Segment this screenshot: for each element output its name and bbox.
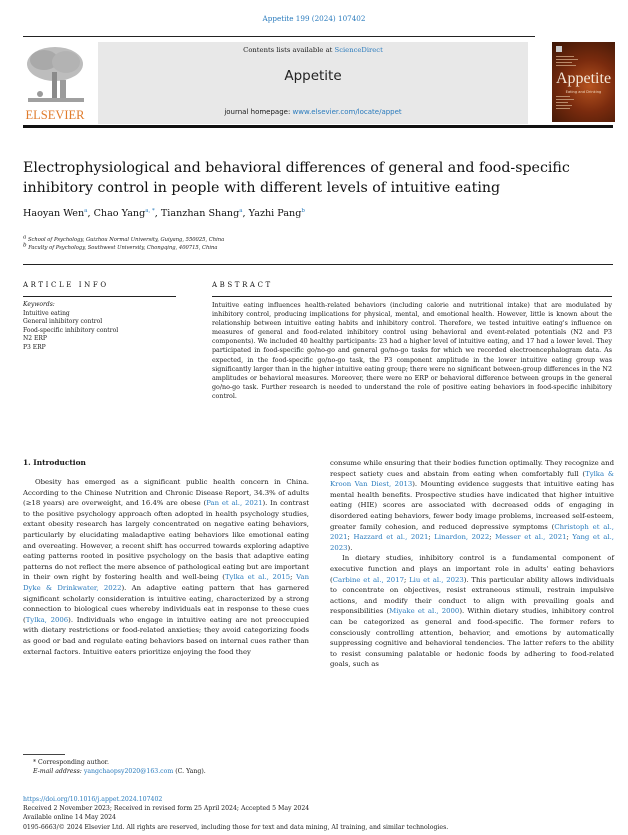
- keywords-list: [23, 301, 118, 353]
- journal-cover-image[interactable]: [552, 42, 615, 122]
- citation-link[interactable]: Christoph et al., 2021: [330, 522, 614, 542]
- cover-title: Appetite: [555, 70, 612, 87]
- text-run: ). Individuals who engage in intuitive eating are not preoccupied with dietary restrictions or food-related anxieties; they avoid categorizing foods as good or bad and regulate eating behaviors based on internal cues rather than external factors. Intuitive eaters prioritize enjoying the food they: [23, 615, 309, 656]
- citation-link[interactable]: Liu et al., 2023: [409, 575, 464, 584]
- citation-link[interactable]: Yang et al., 2023: [330, 533, 614, 552]
- keywords-label: Keywords:: [23, 301, 55, 308]
- abstract-text: Intuitive eating influences health-related behaviors (including calorie and nutritional intake) that are modulated by inhibitory control, producing implications for physical, mental, and emotional health. However, little is known about the relationship between intuitive eating habits and inhibitory control. Therefore, we tested intuitive eating's influence on measures of general and food-related inhibitory control using behavioral and event-related potentials (N2 and P3 components). We included 40 healthy participants: 23 had a higher level of intuitive eating, and 17 had a lower level. They participated in food-specific go/no-go and general go/no-go tasks for which we recorded electroencephalogram data. As expected, in the food-specific go/no-go task, the P3 component amplitude in the lower intuitive eating group was significantly larger than in the higher intuitive eating group; there were no significant between-group differences in the N2 amplitudes or behavioral measures. Moreover, there were no ERP or behavioral difference between groups in the general go/no-go task. Further research is needed to understand the role of positive eating behaviors in food-specific inhibitory control.: [212, 302, 612, 400]
- publication-info: [23, 795, 448, 832]
- elsevier-wordmark: ELSEVIER: [25, 108, 85, 122]
- homepage-link[interactable]: www.elsevier.com/locate/appet: [292, 108, 402, 116]
- text-run: ). This particular ability allows individuals to concentrate on objectives, resist extraneous stimuli, restrain impulsive actions, and modify their conduct to align with prevailing goals and responsibilities (: [330, 575, 615, 616]
- citation-link[interactable]: Linardon, 2022: [434, 533, 490, 542]
- email-label: E-mail address:: [33, 768, 84, 775]
- citation-link[interactable]: Pan et al., 2021: [206, 499, 263, 508]
- keyword: Intuitive eating: [23, 309, 70, 317]
- paragraph: [330, 553, 614, 670]
- footnote-divider: [23, 754, 65, 755]
- citation-link[interactable]: Tylka & Kroon Van Diest, 2013: [330, 469, 614, 489]
- abstract-heading: ABSTRACT: [212, 281, 273, 289]
- citation-link[interactable]: Tylka et al., 2015: [224, 573, 291, 582]
- affiliation: $^b$ Faculty of Psychology, Southwest University, Chongqing, 400715, China: [23, 242, 218, 251]
- journal-name: Appetite: [284, 68, 342, 84]
- keyword: Food-specific inhibitory control: [23, 326, 119, 334]
- header-divider: [23, 125, 613, 128]
- citation-link[interactable]: Tylka, 2006: [25, 615, 69, 624]
- contents-line: [98, 46, 528, 54]
- article-history: Received 2 November 2023; Received in revised form 25 April 2024; Accepted 5 May 2024: [23, 805, 310, 813]
- text-run: ). Within dietary studies, inhibitory control can be categorized as general and food-specific. The former refers to consciously controlling attention, behavior, and emotions by automatically suppressing cognitive and behavioral tendencies. The latter refers to the ability to resist consuming palatable or hedonic foods by adhering to food-related goals, such as: [330, 607, 614, 669]
- homepage-prefix: journal homepage:: [224, 108, 293, 116]
- text-run: ;: [566, 533, 573, 542]
- text-run: ;: [428, 533, 435, 542]
- cover-subtitle: Eating and Drinking: [565, 90, 602, 94]
- copyright: 0195-6663/© 2024 Elsevier Ltd. All rights are reserved, including those for text and data mining, AI training, and similar technologies.: [23, 823, 449, 831]
- affiliation: $^a$ School of Psychology, Guizhou Normal University, Guiyang, 550025, China: [23, 234, 225, 243]
- article-info-divider: [23, 296, 176, 297]
- author[interactable]: Chao Yang$^{a, *}$: [93, 207, 155, 219]
- cover-logo-icon: [556, 46, 562, 52]
- body-column-left: [23, 477, 309, 657]
- text-run: ). Mounting evidence suggests that intuitive eating has mental health benefits. Prospective studies have indicated that higher intuitive eating (HIE) scores are associated with decreased odds of engaging in disordered eating behaviors, fewer body image problems, increased self-esteem, greater family cohesion, and reduced depressive symptoms (: [330, 480, 614, 531]
- citation-link[interactable]: Miyake et al., 2000: [389, 607, 460, 616]
- author-list: Haoyan Wen$^a$, Chao Yang$^{a, *}$, Tianzhan Shang$^a$, Yazhi Pang$^b$: [23, 207, 305, 219]
- affiliations: [23, 236, 224, 252]
- text-run: ;: [290, 573, 297, 582]
- text-run: ;: [403, 575, 410, 584]
- keyword: General inhibitory control: [23, 318, 103, 326]
- email-link[interactable]: yangchaopsy2020@163.com: [83, 768, 174, 775]
- elsevier-logo[interactable]: [20, 42, 90, 124]
- citation-link[interactable]: Carbine et al., 2017: [332, 575, 404, 584]
- text-run: consume while ensuring that their bodies function optimally. They recognize and respect satiety cues and abstain from eating when comfortably full (: [330, 459, 614, 478]
- sciencedirect-link[interactable]: ScienceDirect: [334, 46, 383, 54]
- elsevier-tree-icon: [24, 44, 86, 106]
- citation-link[interactable]: Van Dyke & Drinkwater, 2022: [23, 573, 310, 592]
- author[interactable]: Yazhi Pang$^b$: [248, 207, 305, 219]
- email-note: E-mail address: yangchaopsy2020@163.com (C. Yang).: [33, 768, 206, 775]
- author[interactable]: Tianzhan Shang$^a$: [160, 207, 243, 219]
- text-run: In dietary studies, inhibitory control is a fundamental component of executive function and plays an important role in adults' eating behaviors (: [330, 554, 614, 584]
- citation-link[interactable]: Hazzard et al., 2021: [353, 533, 429, 542]
- journal-masthead: [98, 42, 528, 124]
- paragraph: [330, 458, 614, 553]
- abstract-divider: [212, 296, 612, 297]
- doi-link[interactable]: https://doi.org/10.1016/j.appet.2024.107402: [23, 796, 163, 803]
- article-title: Electrophysiological and behavioral differences of general and food-specific inhibitory control in people with different levels of intuitive eating: [23, 160, 570, 196]
- text-run: ;: [347, 533, 354, 542]
- text-run: ;: [489, 533, 496, 542]
- text-run: ).: [347, 543, 353, 552]
- available-online: Available online 14 May 2024: [23, 814, 116, 822]
- affiliation-divider: [23, 264, 613, 265]
- journal-reference[interactable]: Appetite 199 (2024) 107402: [262, 14, 366, 23]
- corresponding-author-note: * Corresponding author.: [33, 759, 109, 766]
- text-run: Obesity has emerged as a significant public health concern in China. According to the Chinese Nutrition and Chronic Disease Report, 34.3% of adults (≥18 years) are overweight, and 16.4% are obese (: [23, 478, 309, 508]
- journal-homepage: [98, 108, 528, 116]
- section-heading-introduction: 1. Introduction: [23, 458, 86, 467]
- author[interactable]: Haoyan Wen$^a$: [23, 207, 88, 219]
- keyword: N2 ERP: [23, 335, 47, 343]
- text-run: ). An adaptive eating pattern that has garnered significant scholarly consideration is intuitive eating, characterized by a strong connection to biological cues whereby individuals eat in response to these cues (: [23, 583, 309, 624]
- body-column-right: [330, 458, 614, 670]
- footnotes: [23, 758, 206, 776]
- text-run: ). In contrast to the positive psychology approach often adopted in health psychology studies, extant obesity research has largely concentrated on negative eating behaviors, particularly by elucidating maladaptive eating behaviors like emotional eating and overeating. However, a recent shift has occurred towards exploring adaptive eating patterns rooted in positive psychology on the basis that adaptive eating patterns do not reflect the mere absence of pathological eating but are important in their own right by fostering health and well-being (: [23, 499, 309, 582]
- article-info-heading: ARTICLE INFO: [23, 281, 109, 289]
- citation-link[interactable]: Messer et al., 2021: [495, 533, 567, 542]
- keyword: P3 ERP: [23, 343, 46, 351]
- paragraph: [23, 477, 309, 657]
- contents-prefix: Contents lists available at: [243, 46, 335, 54]
- top-divider: [23, 36, 535, 37]
